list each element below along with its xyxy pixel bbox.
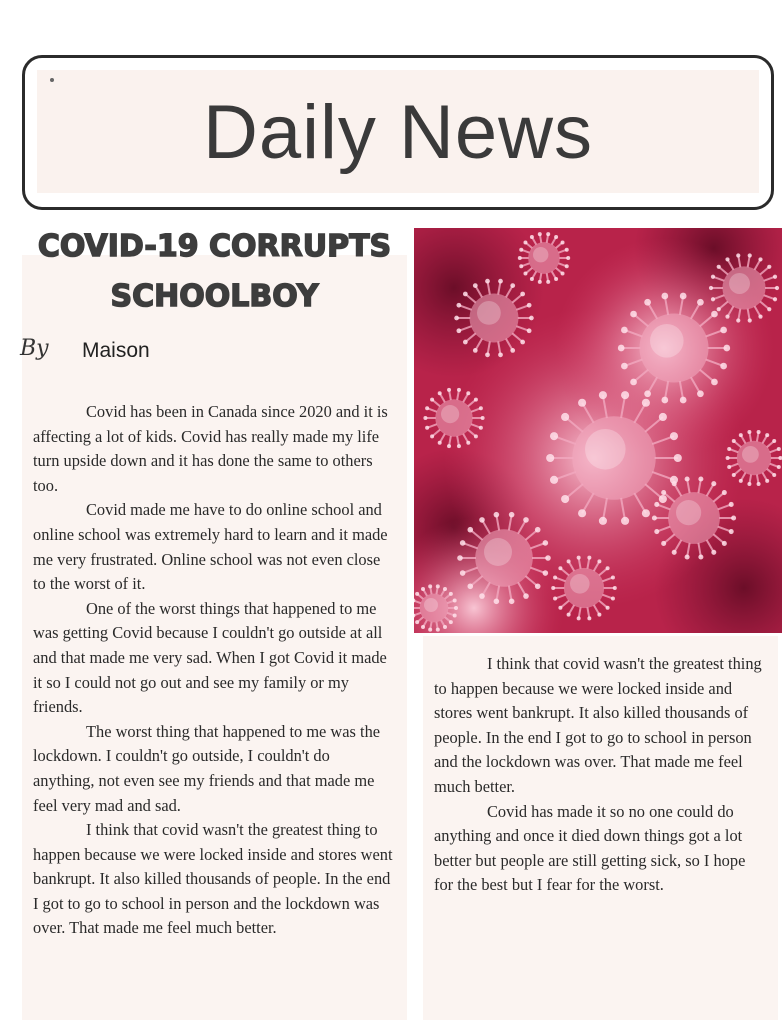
article-paragraph: The worst thing that happened to me was the lockdown. I couldn't go outside, I couldn't do anything, not even see my friends and that made me feel very mad and sad. bbox=[33, 721, 381, 815]
article-left-column bbox=[33, 400, 393, 941]
author-name: Maison bbox=[82, 339, 150, 362]
article-paragraph: I think that covid wasn't the greatest thing to happen because we were locked inside and stores went bankrupt. It also killed thousands of people. In the end I got to go to school in person and the lockdown was over. That made me feel much better. bbox=[434, 654, 762, 796]
decorative-dot bbox=[50, 78, 54, 82]
article-right-column bbox=[434, 652, 766, 898]
article-paragraph: One of the worst things that happened to me was getting Covid because I couldn't go outside at all and that made me very sad. When I got Covid it made it so I could not go out and see my family or my friends. bbox=[33, 598, 387, 717]
masthead-title: Daily News bbox=[202, 90, 594, 175]
article-paragraph: Covid has been in Canada since 2020 and it is affecting a lot of kids. Covid has really made my life turn upside down and it has done the same to others too. bbox=[33, 402, 388, 495]
coronavirus-image bbox=[414, 228, 782, 633]
virus-illustration bbox=[414, 228, 782, 633]
article-paragraph: Covid made me have to do online school and online school was extremely hard to learn and it made me very frustrated. Online school was not even close to the worst of it. bbox=[33, 500, 388, 594]
byline-prefix: By bbox=[20, 336, 49, 361]
masthead-banner bbox=[22, 55, 774, 210]
article-headline bbox=[22, 222, 407, 322]
article-paragraph: Covid has made it so no one could do anything and once it died down things got a lot better but people are still getting sick, so I hope for the best but I fear for the worst. bbox=[434, 801, 746, 895]
headline-line-1: COVID-19 CORRUPTS bbox=[37, 229, 392, 264]
headline-line-2: SCHOOLBOY bbox=[110, 279, 319, 314]
article-paragraph: I think that covid wasn't the greatest thing to happen because we were locked inside and stores went bankrupt. It also killed thousands of people. In the end I got to go to school in person and the lockdown was over. That made me feel much better. bbox=[33, 820, 393, 938]
